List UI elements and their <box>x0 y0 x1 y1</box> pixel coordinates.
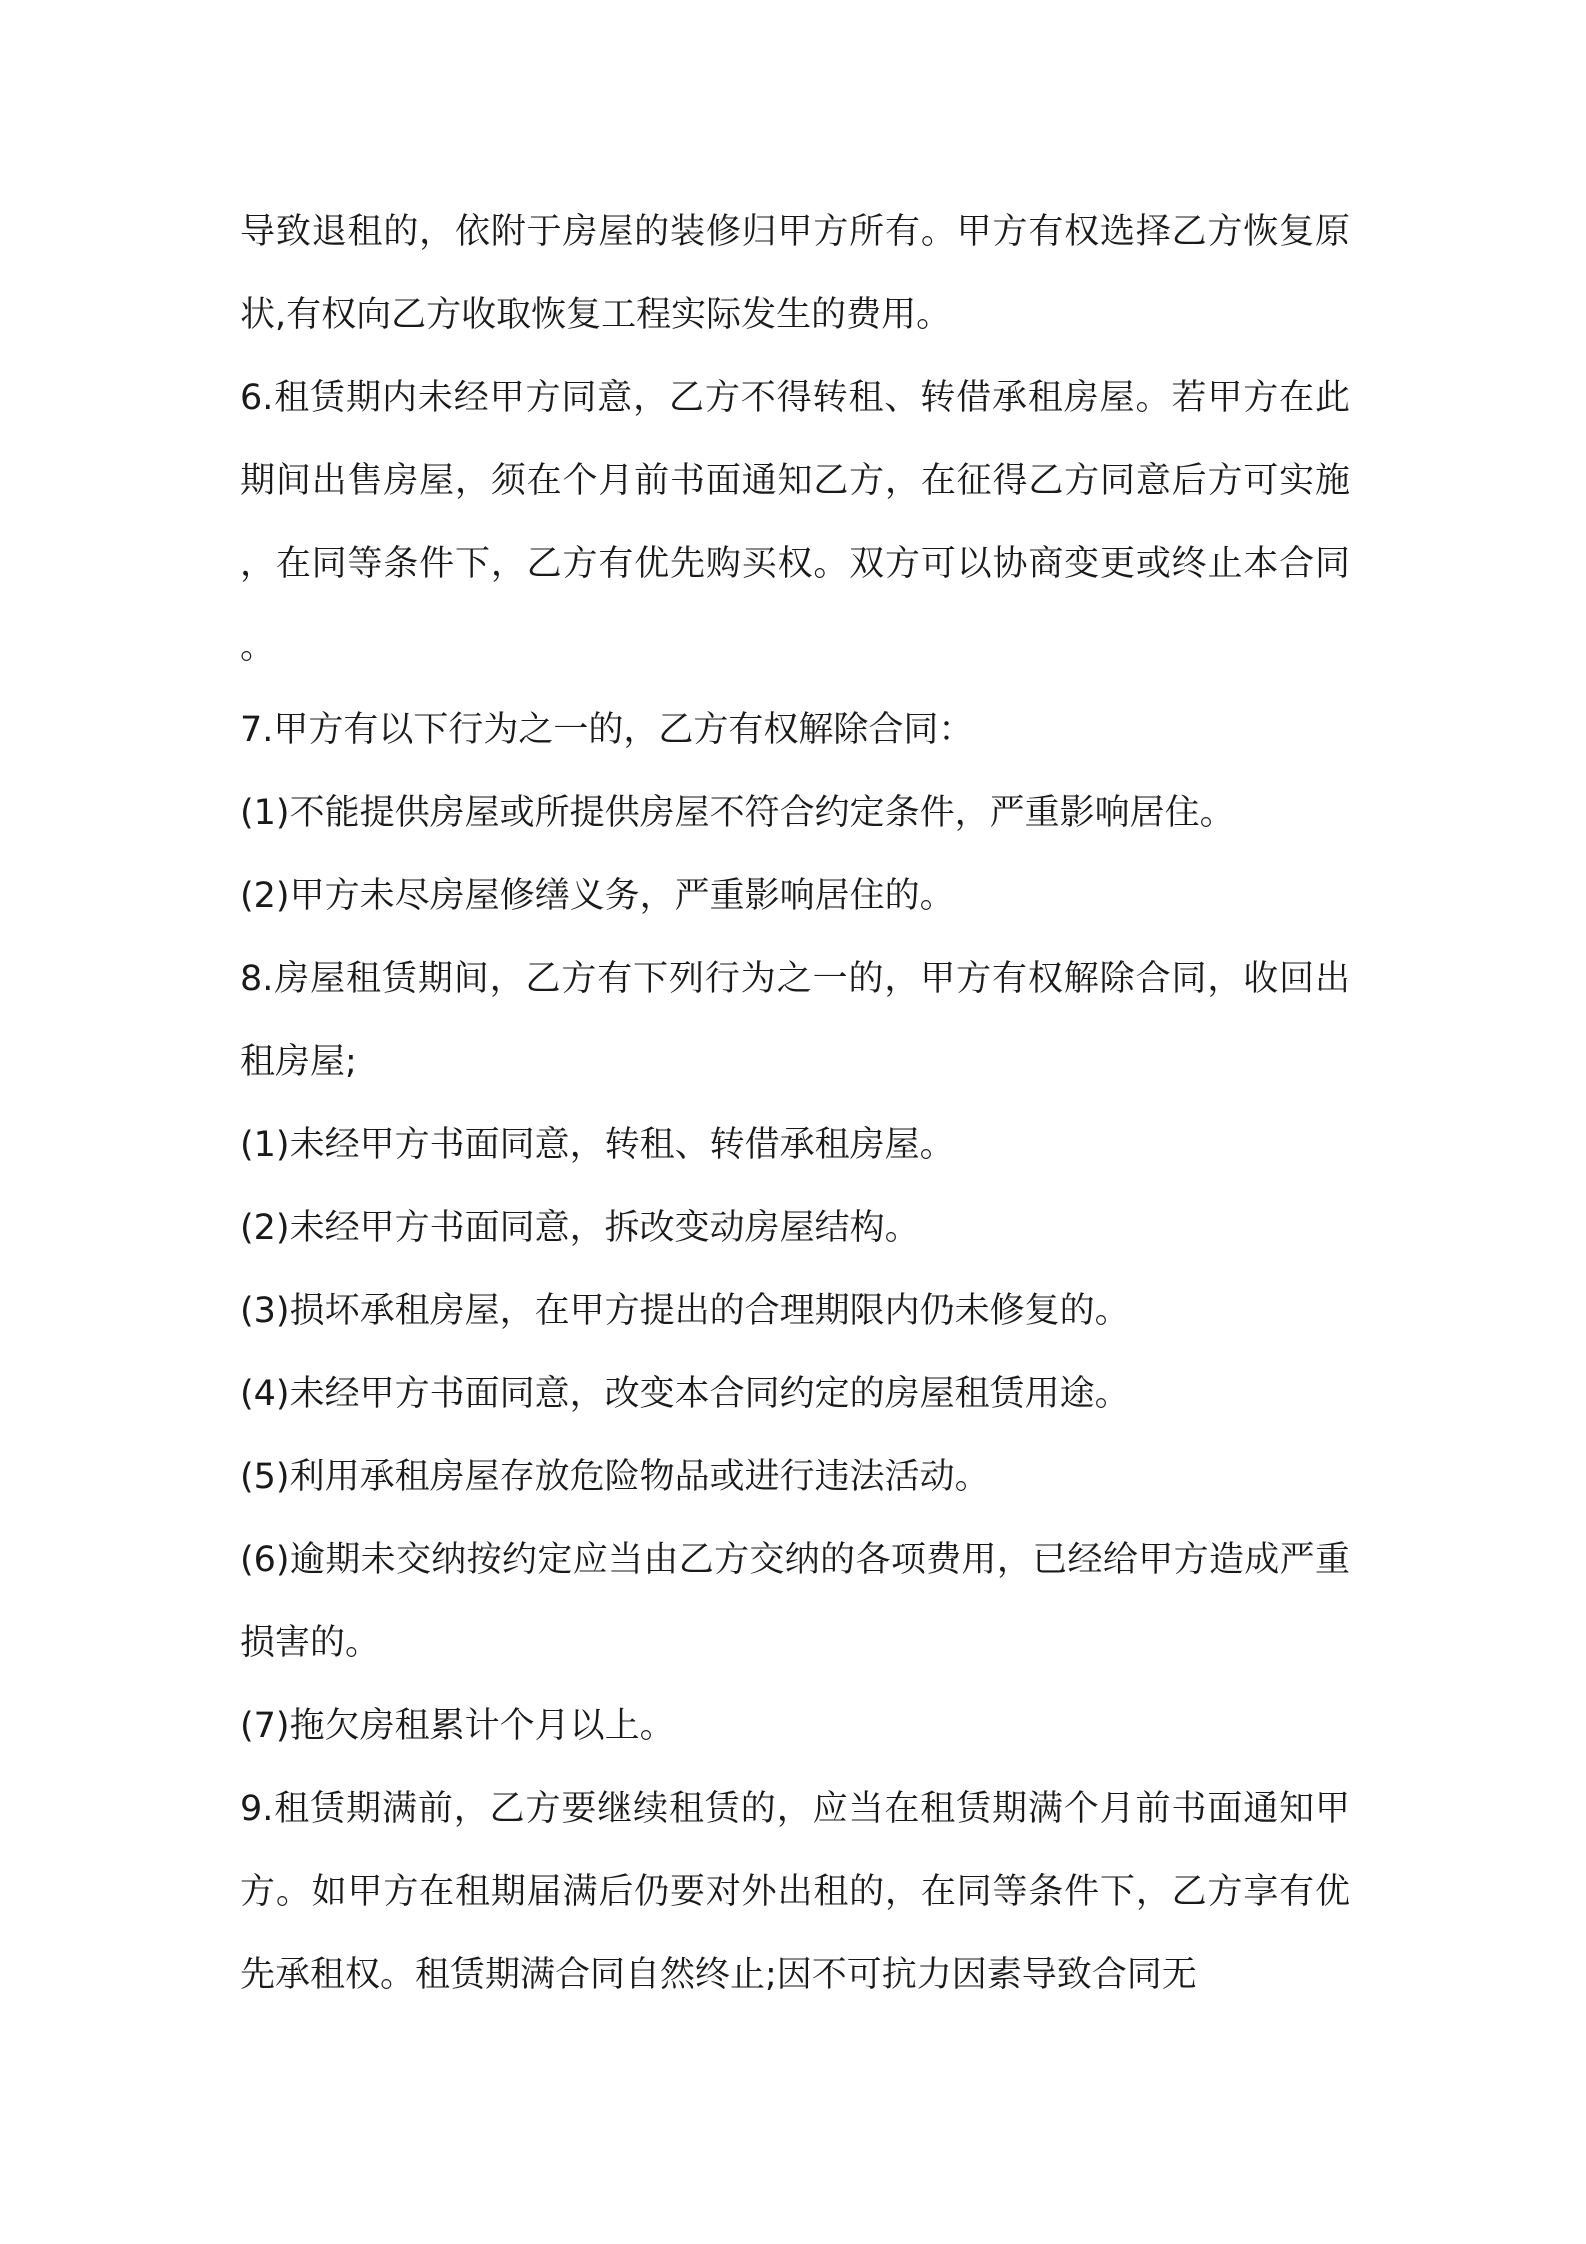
paragraph-clause-8-item-2: (2)未经甲方书面同意，拆改变动房屋结构。 <box>240 1208 920 1248</box>
paragraph-clause-6: 6.租赁期内未经甲方同意，乙方不得转租、转借承租房屋。若甲方在此期间出售房屋，须在个月前书面通知乙方，在征得乙方同意后方可实施，在同等条件下，乙方有优先购买权。双方可以协商变更或终止本合同。 <box>240 378 1350 667</box>
paragraph-clause-8: 8.房屋租赁期间，乙方有下列行为之一的，甲方有权解除合同，收回出租房屋; <box>240 959 1350 1082</box>
paragraph-clause-7-item-1: (1)不能提供房屋或所提供房屋不符合约定条件，严重影响居住。 <box>240 793 1235 833</box>
paragraph-clause-9: 9.租赁期满前，乙方要继续租赁的，应当在租赁期满个月前书面通知甲方。如甲方在租期届满后仍要对外出租的，在同等条件下，乙方享有优先承租权。租赁期满合同自然终止;因不可抗力因素导致合同无 <box>240 1789 1350 1995</box>
paragraph-clause-7: 7.甲方有以下行为之一的，乙方有权解除合同： <box>240 710 974 750</box>
paragraph-clause-8-item-7: (7)拖欠房租累计个月以上。 <box>240 1706 675 1746</box>
paragraph-clause-8-item-3: (3)损坏承租房屋，在甲方提出的合理期限内仍未修复的。 <box>240 1291 1130 1331</box>
paragraph-decoration-ownership: 导致退租的，依附于房屋的装修归甲方所有。甲方有权选择乙方恢复原状,有权向乙方收取恢复工程实际发生的费用。 <box>240 212 1350 335</box>
paragraph-clause-8-item-5: (5)利用承租房屋存放危险物品或进行违法活动。 <box>240 1457 990 1497</box>
document-body <box>240 191 1350 2017</box>
paragraph-clause-8-item-1: (1)未经甲方书面同意，转租、转借承租房屋。 <box>240 1125 955 1165</box>
paragraph-clause-7-item-2: (2)甲方未尽房屋修缮义务，严重影响居住的。 <box>240 876 955 916</box>
paragraph-clause-8-item-4: (4)未经甲方书面同意，改变本合同约定的房屋租赁用途。 <box>240 1374 1130 1414</box>
paragraph-clause-8-item-6: (6)逾期未交纳按约定应当由乙方交纳的各项费用，已经给甲方造成严重损害的。 <box>240 1540 1350 1663</box>
